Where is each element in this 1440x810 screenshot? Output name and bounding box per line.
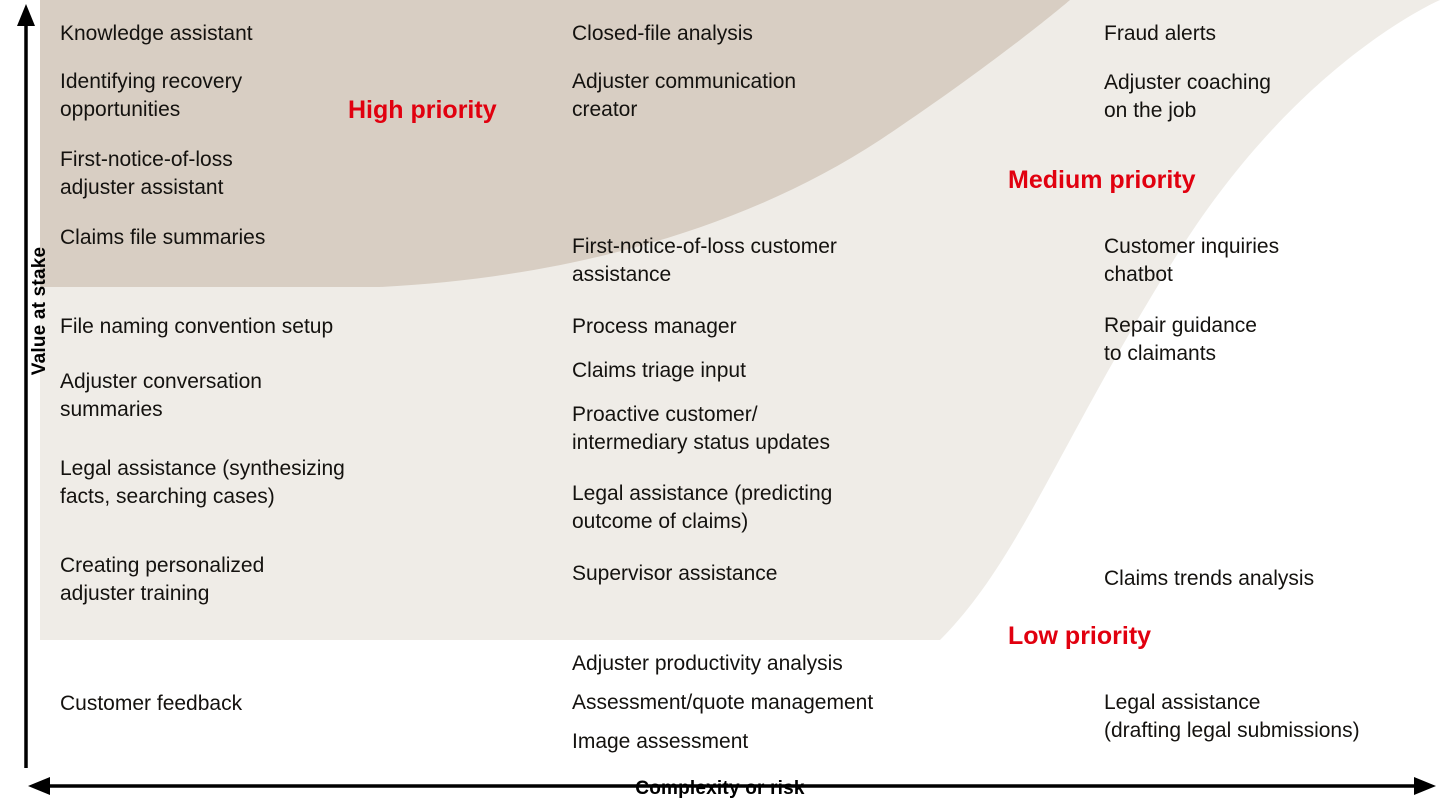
matrix-item: First-notice-of-loss customer assistance <box>572 235 837 286</box>
matrix-item: Closed-file analysis <box>572 22 753 45</box>
matrix-item: Process manager <box>572 315 737 338</box>
y-axis-label: Value at stake <box>29 246 50 376</box>
matrix-item: Adjuster productivity analysis <box>572 652 843 675</box>
matrix-item: Repair guidance to claimants <box>1104 314 1257 365</box>
matrix-item: Creating personalized adjuster training <box>60 554 265 605</box>
low-priority-label: Low priority <box>1008 622 1152 650</box>
matrix-item: Adjuster communication creator <box>572 70 797 121</box>
matrix-item: Customer feedback <box>60 692 243 715</box>
high-priority-label: High priority <box>348 96 497 124</box>
matrix-item: Legal assistance (predicting outcome of claims) <box>572 482 833 533</box>
y-axis-arrowhead <box>17 4 35 26</box>
matrix-item: Supervisor assistance <box>572 562 778 585</box>
matrix-item: File naming convention setup <box>60 315 334 338</box>
matrix-item: Legal assistance (drafting legal submissions) <box>1104 691 1360 742</box>
matrix-item: Proactive customer/ intermediary status updates <box>572 403 830 454</box>
matrix-item: Identifying recovery opportunities <box>60 70 243 121</box>
matrix-item: Claims file summaries <box>60 226 266 249</box>
matrix-item: Image assessment <box>572 730 749 753</box>
matrix-item: First-notice-of-loss adjuster assistant <box>60 148 233 199</box>
matrix-item: Adjuster coaching on the job <box>1104 71 1271 122</box>
matrix-item: Adjuster conversation summaries <box>60 370 262 421</box>
x-axis-label: Complexity or risk <box>635 778 805 799</box>
matrix-item: Fraud alerts <box>1104 22 1217 45</box>
matrix-item: Legal assistance (synthesizing facts, searching cases) <box>60 457 345 508</box>
matrix-item: Customer inquiries chatbot <box>1104 235 1280 286</box>
matrix-item: Claims triage input <box>572 359 746 382</box>
matrix-item: Assessment/quote management <box>572 691 874 714</box>
matrix-item: Claims trends analysis <box>1104 567 1315 590</box>
medium-priority-label: Medium priority <box>1008 166 1196 194</box>
matrix-item: Knowledge assistant <box>60 22 253 45</box>
